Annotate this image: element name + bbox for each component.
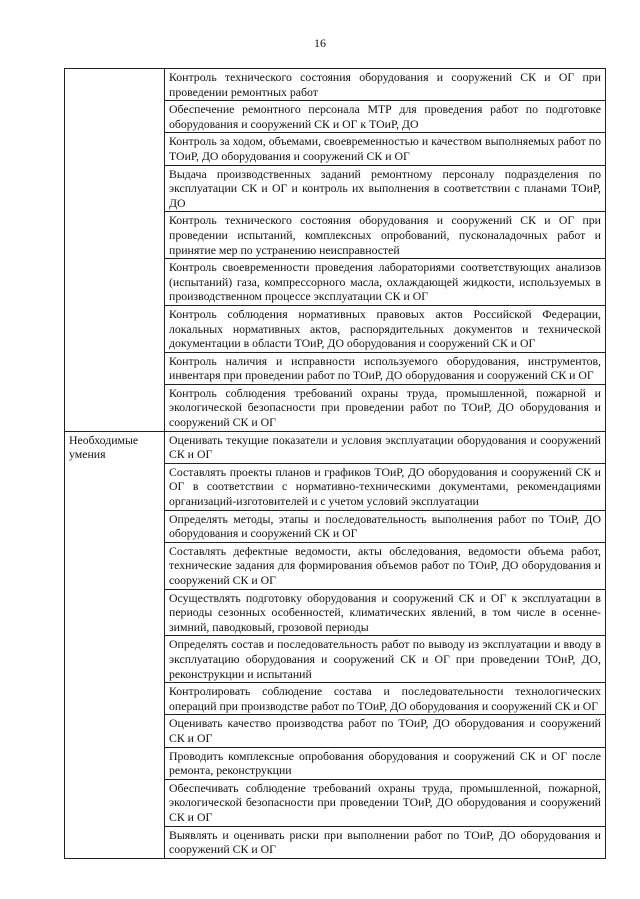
action-cell: Контроль технического состояния оборудования и сооружений СК и ОГ при проведении испытаний, комплексных опробований, пусконаладочных работ и принятие мер по устранению неисправностей	[165, 212, 606, 259]
skill-cell: Оценивать текущие показатели и условия эксплуатации оборудования и сооружений СК и ОГ	[165, 431, 606, 463]
skill-cell: Составлять дефектные ведомости, акты обследования, ведомости объема работ, технические задания для формирования объемов работ по ТОиР, ДО оборудования и сооружений СК и ОГ	[165, 542, 606, 589]
skill-cell: Определять состав и последовательность работ по выводу из эксплуатации и вводу в эксплуатацию оборудования и сооружений СК и ОГ при проведении ТОиР, ДО, реконструкции и испытаний	[165, 636, 606, 683]
section-label-skills: Необходимые умения	[65, 431, 165, 858]
skill-cell: Оценивать качество производства работ по ТОиР, ДО оборудования и сооружений СК и ОГ	[165, 715, 606, 747]
action-cell: Контроль технического состояния оборудования и сооружений СК и ОГ при проведении ремонтных работ	[165, 69, 606, 101]
skill-cell: Определять методы, этапы и последовательность выполнения работ по ТОиР, ДО оборудования и сооружений СК и ОГ	[165, 510, 606, 542]
empty-label-cell	[65, 69, 165, 432]
table-row	[65, 431, 606, 463]
requirements-table	[64, 68, 606, 859]
action-cell: Обеспечение ремонтного персонала МТР для проведения работ по подготовке оборудования и сооружений СК и ОГ к ТОиР, ДО	[165, 101, 606, 133]
action-cell: Контроль наличия и исправности используемого оборудования, инструментов, инвентаря при проведении работ по ТОиР, ДО оборудования и сооружений СК и ОГ	[165, 352, 606, 384]
action-cell: Контроль соблюдения требований охраны труда, промышленной, пожарной и экологической безопасности при проведении работ по ТОиР, ДО оборудования и сооружений СК и ОГ	[165, 384, 606, 431]
skill-cell: Проводить комплексные опробования оборудования и сооружений СК и ОГ после ремонта, реконструкции	[165, 747, 606, 779]
skill-cell: Выявлять и оценивать риски при выполнении работ по ТОиР, ДО оборудования и сооружений СК и ОГ	[165, 826, 606, 858]
skill-cell: Составлять проекты планов и графиков ТОиР, ДО оборудования и сооружений СК и ОГ в соответствии с нормативно-техническими документами, рекомендациями организаций-изготовителей и с учетом условий эксплуатации	[165, 463, 606, 510]
action-cell: Выдача производственных заданий ремонтному персоналу подразделения по эксплуатации СК и ОГ и контроль их выполнения в соответствии с планами ТОиР, ДО	[165, 165, 606, 212]
skill-cell: Контролировать соблюдение состава и последовательности технологических операций при производстве работ по ТОиР, ДО оборудования и сооружений СК и ОГ	[165, 683, 606, 715]
skill-cell: Обеспечивать соблюдение требований охраны труда, промышленной, пожарной, экологической безопасности при проведении ТОиР, ДО оборудования и сооружений СК и ОГ	[165, 779, 606, 826]
table-row	[65, 69, 606, 101]
action-cell: Контроль соблюдения нормативных правовых актов Российской Федерации, локальных нормативных актов, распорядительных документов и технической документации в области ТОиР, ДО оборудования и сооружений СК и ОГ	[165, 305, 606, 352]
action-cell: Контроль своевременности проведения лабораториями соответствующих анализов (испытаний) газа, компрессорного масла, охлаждающей жидкости, используемых в производственном процессе эксплуатации СК и ОГ	[165, 259, 606, 306]
skill-cell: Осуществлять подготовку оборудования и сооружений СК и ОГ к эксплуатации в периоды сезонных особенностей, климатических явлений, в том числе в осенне-зимний, паводковый, грозовой периоды	[165, 589, 606, 636]
page-number: 16	[314, 36, 326, 50]
action-cell: Контроль за ходом, объемами, своевременностью и качеством выполняемых работ по ТОиР, ДО оборудования и сооружений СК и ОГ	[165, 133, 606, 165]
